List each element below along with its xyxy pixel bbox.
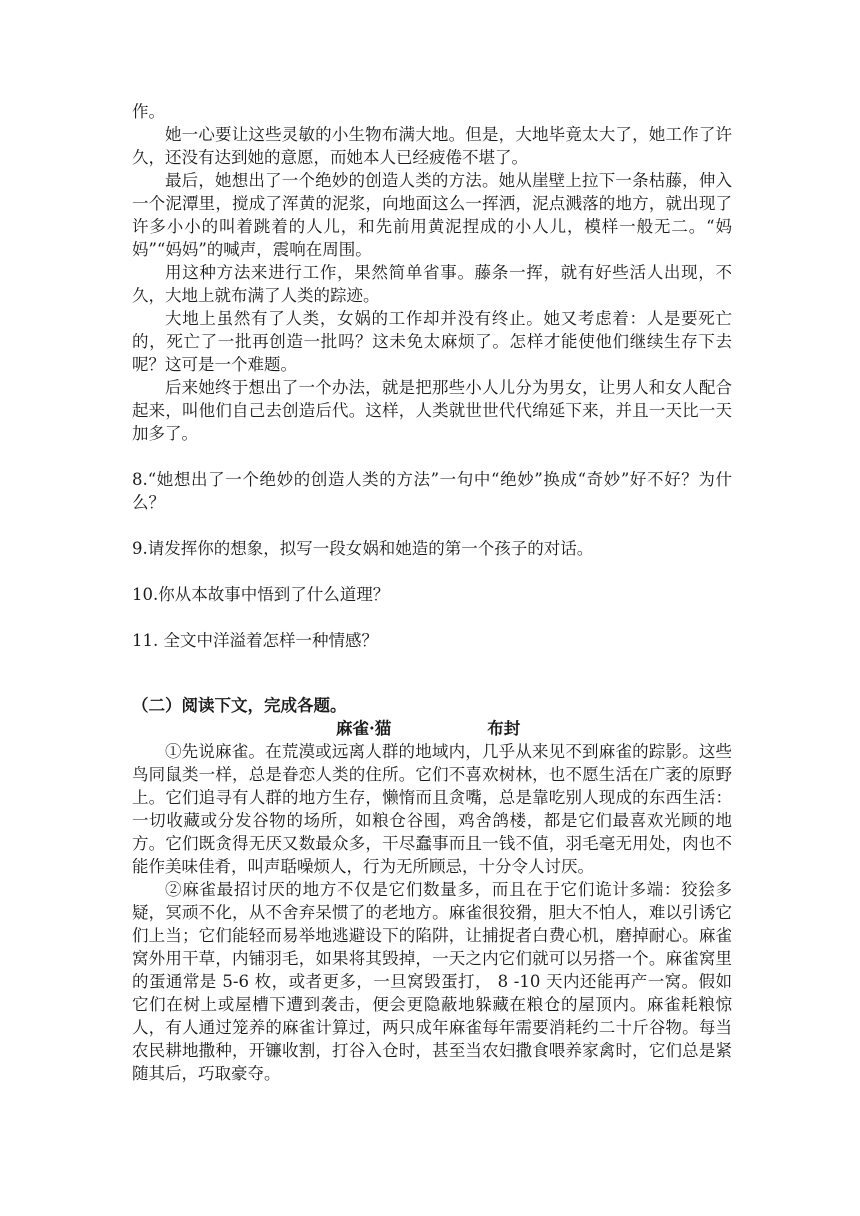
article-heading: [132, 717, 732, 740]
question-8: 8.“她想出了一个绝妙的创造人类的方法”一句中“绝妙”换成“奇妙”好不好？为什么？: [132, 470, 732, 512]
article-author: 布封: [487, 719, 521, 738]
paragraph: 后来她终于想出了一个办法，就是把那些小人儿分为男女，让男人和女人配合起来，叫他们自己去创造后代。这样，人类就世世代代绵延下来，并且一天比一天加多了。: [132, 378, 732, 443]
paragraph: 大地上虽然有了人类，女娲的工作却并没有终止。她又考虑着：人是要死亡的，死亡了一批再创造一批吗？这未免太麻烦了。怎样才能使他们继续生存下去呢？这可是一个难题。: [132, 309, 732, 374]
question-11: 11. 全文中洋溢着怎样一种情感？: [132, 631, 378, 650]
question-10: 10.你从本故事中悟到了什么道理？: [132, 585, 390, 604]
section-title: （二）阅读下文，完成各题。: [132, 696, 347, 715]
paragraph: 她一心要让这些灵敏的小生物布满大地。但是，大地毕竟太大了，她工作了许久，还没有达到她的意愿，而她本人已经疲倦不堪了。: [132, 125, 732, 167]
paragraph-continuation: 作。: [132, 102, 165, 121]
paragraph: 用这种方法来进行工作，果然简单省事。藤条一挥，就有好些活人出现，不久，大地上就布满了人类的踪迹。: [132, 263, 732, 305]
paragraph: 最后，她想出了一个绝妙的创造人类的方法。她从崖壁上拉下一条枯藤，伸入一个泥潭里，搅成了浑黄的泥浆，向地面这么一挥洒，泥点溅落的地方，就出现了许多小小的叫着跳着的人儿，和先前用黄泥捏成的小人儿，模样一般无二。“妈妈”“妈妈”的喊声，震响在周围。: [132, 171, 732, 259]
paragraph: ①先说麻雀。在荒漠或远离人群的地域内，几乎从来见不到麻雀的踪影。这些鸟同鼠类一样，总是眷恋人类的住所。它们不喜欢树林，也不愿生活在广袤的原野上。它们追寻有人群的地方生存，懒惰而且贪嘴，总是靠吃别人现成的东西生活：一切收藏或分发谷物的场所，如粮仓谷囤，鸡舍鸽楼，都是它们最喜欢光顾的地方。它们既贪得无厌又数最众多，干尽蠢事而且一钱不值，羽毛毫无用处，肉也不能作美味佳肴，叫声聒噪烦人，行为无所顾忌，十分令人讨厌。: [132, 742, 732, 876]
paragraph: ②麻雀最招讨厌的地方不仅是它们数量多，而且在于它们诡计多端：狡狯多疑，冥顽不化，从不舍弃呆惯了的老地方。麻雀很狡猾，胆大不怕人，难以引诱它们上当；它们能轻而易举地逃避设下的陷阱，让捕捉者白费心机，磨掉耐心。麻雀窝外用干草，内铺羽毛，如果将其毁掉，一天之内它们就可以另搭一个。麻雀窝里的蛋通常是 5-6 枚，或者更多，一旦窝毁蛋打， 8 -10 天内还能再产一窝。假如它们在树上或屋槽下遭到袭击，便会更隐蔽地躲藏在粮仓的屋顶内。麻雀耗粮惊人，有人通过笼养的麻雀计算过，两只成年麻雀每年需要消耗约二十斤谷物。每当农民耕地撒种，开镰收割，打谷入仓时，甚至当农妇撒食喂养家禽时，它们总是紧随其后，巧取豪夺。: [132, 880, 732, 1083]
article-title: 麻雀·猫: [336, 719, 392, 738]
question-9: 9.请发挥你的想象，拟写一段女娲和她造的第一个孩子的对话。: [132, 539, 594, 558]
